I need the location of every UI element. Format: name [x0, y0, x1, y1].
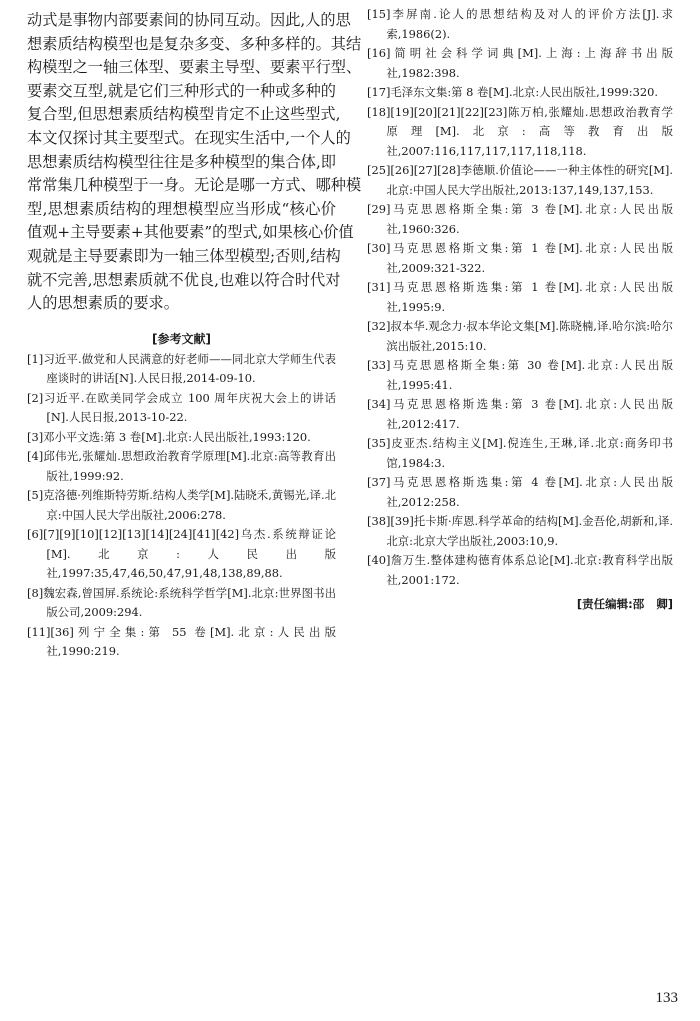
- paragraph-line: 值观+主导要素+其他要素”的型式,如果核心价值: [27, 223, 354, 242]
- paragraph-line: 型,思想素质结构的理想模型应当形成“核心价: [27, 199, 336, 218]
- reference-list-right: [367, 5, 673, 590]
- reference-item: [17]毛泽东文集:第 8 卷[M].北京:人民出版社,1999:320.: [367, 85, 658, 99]
- reference-item: [38][39]托卡斯·库恩.科学革命的结构[M].金吾伦,胡新和,译.北京:北京大学出版社,2003:10,9.: [367, 514, 673, 548]
- paragraph-line: 常常集几种模型于一身。无论是哪一方式、哪种模: [27, 176, 362, 195]
- reference-item: [25][26][27][28]李德顺.价值论——一种主体性的研究[M].北京:中国人民大学出版社,2013:137,149,137,153.: [367, 163, 673, 197]
- responsible-editor: [责任编辑:邵 卿]: [576, 597, 673, 611]
- reference-item: [29]马克思恩格斯全集:第 3 卷[M].北京:人民出版社,1960:326.: [367, 202, 673, 236]
- paragraph-line: 复合型,但思想素质结构模型肯定不止这些型式,: [27, 105, 341, 124]
- reference-item: [2]习近平.在欧美同学会成立 100 周年庆祝大会上的讲话[N].人民日报,2013-10-22.: [27, 390, 336, 425]
- reference-item: [18][19][20][21][22][23]陈万柏,张耀灿.思想政治教育学原理[M].北京:高等教育出版社,2007:116,117,117,117,118,118.: [367, 104, 673, 158]
- reference-item: [11][36]列宁全集:第 55 卷[M].北京:人民出版社,1990:219.: [27, 624, 336, 659]
- reference-item: [5]克洛德·列维斯特劳斯.结构人类学[M].陆晓禾,黄锡光,译.北京:中国人民大学出版社,2006:278.: [27, 488, 337, 522]
- reference-item: [35]皮亚杰.结构主义[M].倪连生,王琳,译.北京:商务印书馆,1984:3.: [367, 436, 673, 470]
- paragraph-line: 思想素质结构模型往往是多种模型的集合体,即: [27, 152, 336, 171]
- reference-item: [6][7][9][10][12][13][14][24][41][42]乌杰.系统辩证论[M].北京:人民出版社,1997:35,47,46,50,47,91,48,138,89,88.: [27, 527, 336, 581]
- paragraph-line: 要素交互型,就是它们三种形式的一种或多种的: [27, 81, 336, 100]
- reference-item: [31]马克思恩格斯选集:第 1 卷[M].北京:人民出版社,1995:9.: [367, 280, 673, 314]
- reference-item: [30]马克思恩格斯文集:第 1 卷[M].北京:人民出版社,2009:321-322.: [367, 241, 673, 275]
- left-column: [27, 9, 362, 662]
- reference-item: [37]马克思恩格斯选集:第 4 卷[M].北京:人民出版社,2012:258.: [367, 475, 673, 509]
- reference-item: [32]叔本华.观念力·叔本华论文集[M].陈晓楠,译.哈尔滨:哈尔滨出版社,2015:10.: [367, 319, 673, 353]
- paragraph-line: 观就是主导要素即为一轴三体型模型;否则,结构: [27, 246, 341, 265]
- paragraph-line: 就不完善,思想素质就不优良,也难以符合时代对: [27, 270, 341, 289]
- right-column: [367, 5, 673, 612]
- reference-list-left: [27, 350, 336, 662]
- references-heading: [参考文献]: [152, 331, 211, 346]
- reference-item: [33]马克思恩格斯全集:第 30 卷[M].北京:人民出版社,1995:41.: [367, 358, 673, 392]
- paragraph-line: 动式是事物内部要素间的协同互动。因此,人的思: [27, 11, 351, 29]
- reference-item: [1]习近平.做党和人民满意的好老师——同北京大学师生代表座谈时的讲话[N].人民日报,2014-09-10.: [27, 351, 336, 386]
- body-paragraph: [27, 9, 362, 316]
- reference-item: [4]邱伟光,张耀灿.思想政治教育学原理[M].北京:高等教育出版社,1999:92.: [27, 449, 336, 483]
- page-number: 133: [655, 990, 678, 1006]
- reference-item: [40]詹万生.整体建构德育体系总论[M].北京:教育科学出版社,2001:172.: [367, 553, 673, 587]
- paragraph-line: 想素质结构模型也是复杂多变、多种多样的。其结: [27, 34, 362, 53]
- reference-item: [16]简明社会科学词典[M].上海:上海辞书出版社,1982:398.: [367, 46, 673, 80]
- reference-item: [8]魏宏森,曾国屏.系统论:系统科学哲学[M].北京:世界图书出版公司,2009:294.: [27, 585, 336, 620]
- reference-item: [3]邓小平文选:第 3 卷[M].北京:人民出版社,1993:120.: [27, 429, 311, 444]
- paragraph-line: 构模型之一轴三体型、要素主导型、要素平行型、: [27, 58, 362, 77]
- reference-item: [34]马克思恩格斯选集:第 3 卷[M].北京:人民出版社,2012:417.: [367, 397, 673, 431]
- paragraph-line: 本文仅探讨其主要型式。在现实生活中,一个人的: [27, 128, 351, 147]
- paragraph-line: 人的思想素质的要求。: [27, 294, 179, 313]
- reference-item: [15]李屏南.论人的思想结构及对人的评价方法[J].求索,1986(2).: [367, 7, 673, 41]
